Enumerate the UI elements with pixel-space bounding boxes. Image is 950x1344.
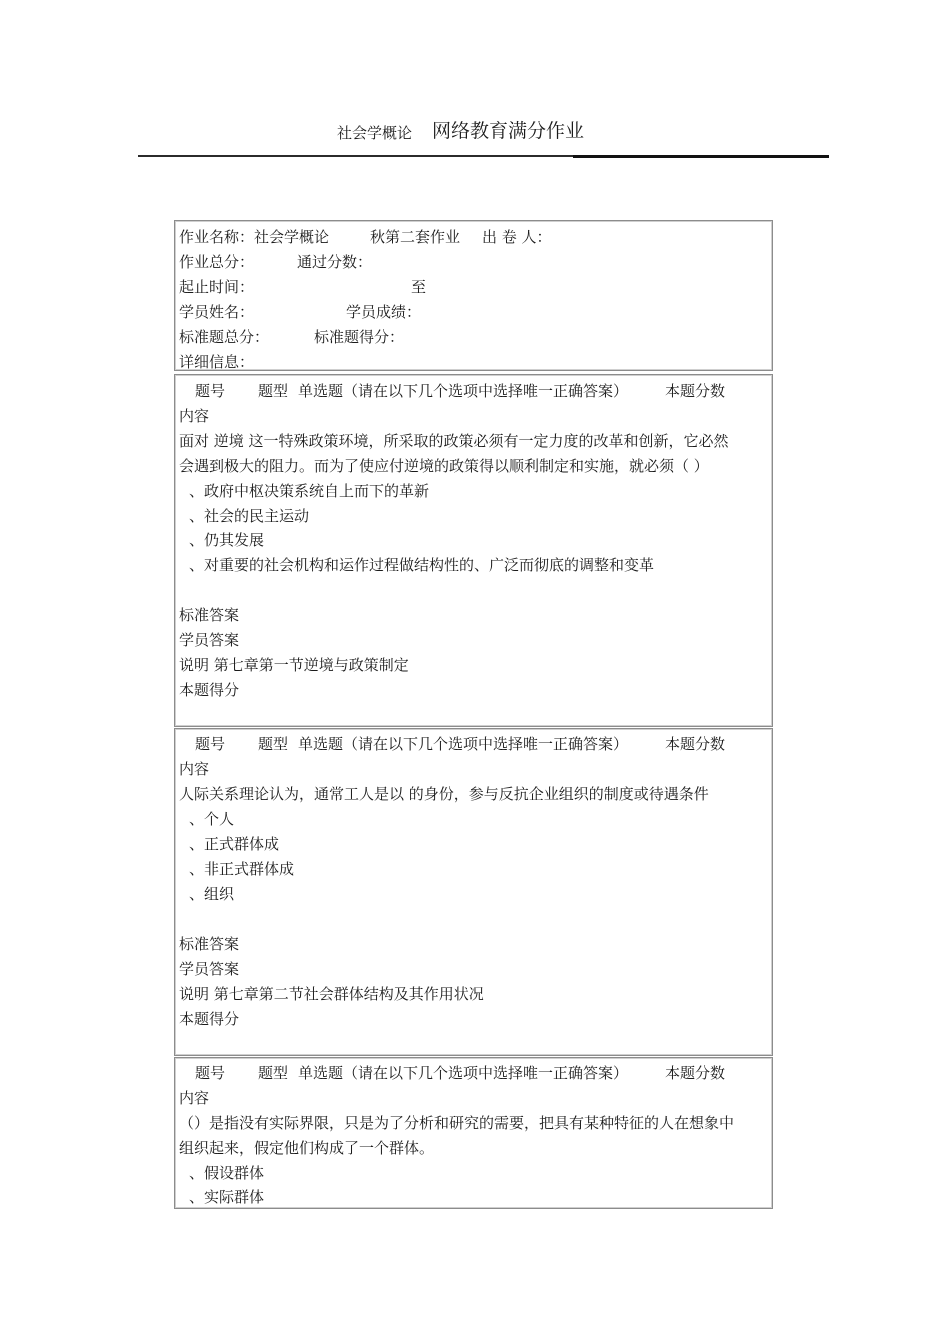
question-type-label: 题型	[258, 1064, 289, 1082]
question-header	[195, 1063, 765, 1083]
question-header	[195, 381, 765, 401]
author-label: 出 卷 人：	[482, 228, 552, 246]
option-d: 、对重要的社会机构和运作过程做结构性的、广泛而彻底的调整和变革	[189, 556, 655, 574]
question-no-label: 题号	[195, 382, 226, 400]
info-row-standard	[179, 327, 405, 347]
question-type: 单选题（请在以下几个选项中选择唯一正确答案）	[298, 1064, 629, 1082]
question-no-label: 题号	[195, 1064, 226, 1082]
time-label: 起止时间：	[179, 278, 255, 296]
student-score-label: 学员成绩：	[346, 303, 422, 321]
course-name: 社会学概论	[337, 124, 413, 142]
std-total-label: 标准题总分：	[179, 328, 270, 346]
content-label: 内容	[179, 1089, 210, 1107]
explanation: 说明 第七章第二节社会群体结构及其作用状况	[179, 985, 484, 1003]
option-a: 、政府中枢决策系统自上而下的革新	[189, 482, 430, 500]
std-score-label: 标准题得分：	[314, 328, 405, 346]
question-type: 单选题（请在以下几个选项中选择唯一正确答案）	[298, 382, 629, 400]
header-divider-accent	[573, 155, 829, 158]
question-score-label: 本题分数	[665, 735, 726, 753]
option-d: 、组织	[189, 885, 235, 903]
question-score-label: 本题分数	[665, 382, 726, 400]
question-text-line: 人际关系理论认为，通常工人是以 的身份，参与反抗企业组织的制度或待遇条件	[179, 785, 709, 803]
option-b: 、实际群体	[189, 1188, 265, 1206]
info-row-student	[179, 302, 422, 322]
option-c: 、非正式群体成	[189, 860, 295, 878]
info-row-time	[179, 277, 579, 297]
question-text-line: 面对 逆境 这一特殊政策环境，所采取的政策必须有一定力度的改革和创新，它必然	[179, 432, 729, 450]
student-name-label: 学员姓名：	[179, 303, 255, 321]
total-label: 作业总分：	[179, 253, 255, 271]
standard-answer-label: 标准答案	[179, 935, 240, 953]
question-score-label: 本题分数	[665, 1064, 726, 1082]
time-to: 至	[411, 278, 427, 296]
content-label: 内容	[179, 407, 210, 425]
question-type-label: 题型	[258, 735, 289, 753]
option-b: 、正式群体成	[189, 835, 280, 853]
option-a: 、个人	[189, 810, 235, 828]
student-answer-label: 学员答案	[179, 960, 240, 978]
pass-label: 通过分数：	[297, 253, 373, 271]
assignment-info	[174, 220, 773, 371]
option-c: 、仍其发展	[189, 531, 265, 549]
detail-label: 详细信息：	[179, 353, 255, 371]
assignment-set: 秋第二套作业	[370, 228, 461, 246]
item-score-label: 本题得分	[179, 681, 240, 699]
question-header	[195, 734, 765, 754]
student-answer-label: 学员答案	[179, 631, 240, 649]
page-header	[0, 116, 950, 146]
page-title: 网络教育满分作业	[432, 120, 585, 142]
question-type-label: 题型	[258, 382, 289, 400]
info-row-name	[179, 227, 552, 247]
question-block	[174, 374, 773, 727]
item-score-label: 本题得分	[179, 1010, 240, 1028]
question-no-label: 题号	[195, 735, 226, 753]
content-label: 内容	[179, 760, 210, 778]
question-text-line: 组织起来，假定他们构成了一个群体。	[179, 1139, 435, 1157]
question-type: 单选题（请在以下几个选项中选择唯一正确答案）	[298, 735, 629, 753]
question-block	[174, 1057, 773, 1209]
question-text-line: （）是指没有实际界限，只是为了分析和研究的需要，把具有某种特征的人在想象中	[179, 1114, 735, 1132]
question-text-line: 会遇到极大的阻力。而为了使应付逆境的政策得以顺利制定和实施，就必须（ ）	[179, 457, 709, 475]
assignment-name: 作业名称：社会学概论	[179, 228, 330, 246]
info-row-total	[179, 252, 373, 272]
option-b: 、社会的民主运动	[189, 507, 310, 525]
question-block	[174, 728, 773, 1056]
option-a: 、假设群体	[189, 1164, 265, 1182]
standard-answer-label: 标准答案	[179, 606, 240, 624]
explanation: 说明 第七章第一节逆境与政策制定	[179, 656, 409, 674]
